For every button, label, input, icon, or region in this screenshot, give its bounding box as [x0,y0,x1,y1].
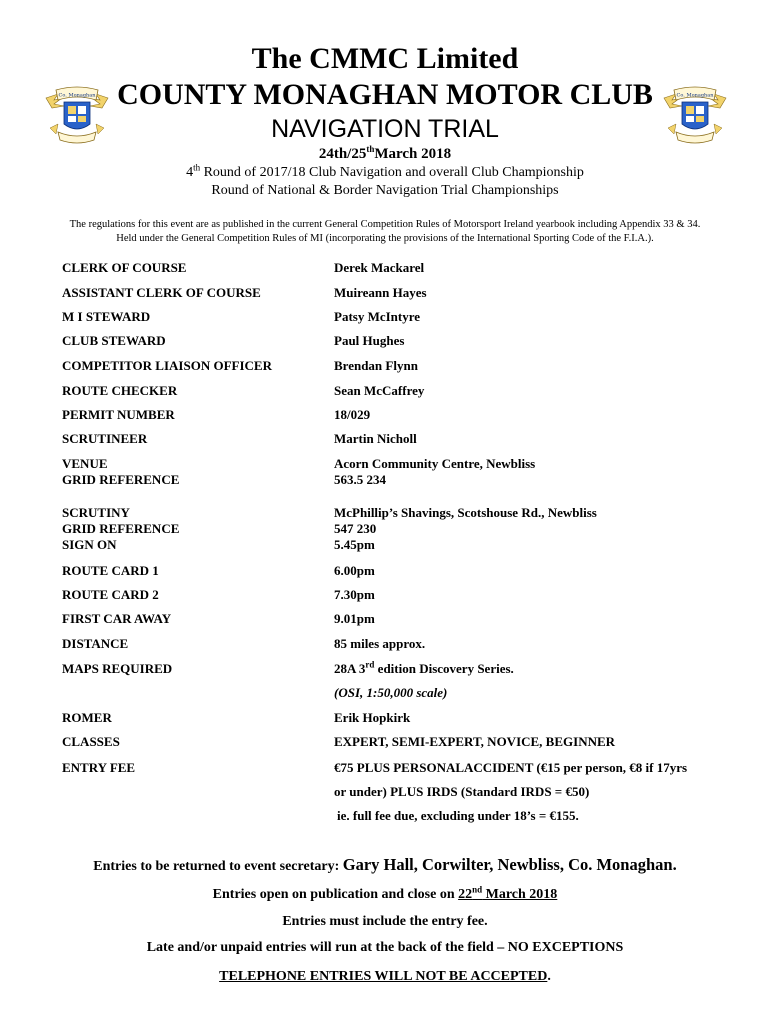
svg-text:Co. Monaghan: Co. Monaghan [676,92,714,99]
detail-label: SCRUTINY GRID REFERENCE SIGN ON [62,505,180,552]
regulations-text: The regulations for this event are as published in the current General Competition Rules of Motorsport Ireland yearbook including Appendix 33 & 34. Held under the General Competition Rules of MI (incorporating the provisions of the International Sporting Code of the F.I.A.). [69,219,701,244]
detail-label: CLUB STEWARD [62,333,166,348]
telephone-entries-note: TELEPHONE ENTRIES WILL NOT BE ACCEPTED. [219,969,551,984]
closing-date: 22nd March 2018 [458,884,558,902]
detail-value: 9.01pm [334,611,375,626]
entries-open-note: Entries open on publication and close on 22nd March 2018 [212,884,558,902]
detail-value: Muireann Hayes [334,285,427,300]
detail-label: COMPETITOR LIAISON OFFICER [62,358,272,373]
entries-return-note: Entries to be returned to event secretary: Gary Hall, Corwilter, Newbliss, Co. Monaghan. [93,855,677,874]
entry-fee-line-1: €75 PLUS PERSONALACCIDENT (€15 per person, €8 if 17yrs [334,760,688,775]
title-event: NAVIGATION TRIAL [271,115,499,143]
entry-fee-line-2: or under) PLUS IRDS (Standard IRDS = €50) [334,784,590,799]
detail-value: Acorn Community Centre, Newbliss 563.5 234 [334,456,536,487]
title-club: COUNTY MONAGHAN MOTOR CLUB [117,78,653,111]
svg-text:Co. Monaghan: Co. Monaghan [58,92,96,99]
detail-label: SCRUTINEER [62,431,148,446]
detail-value: Sean McCaffrey [334,383,425,398]
late-entries-note: Late and/or unpaid entries will run at the back of the field – NO EXCEPTIONS [146,940,624,955]
detail-label: ROMER [62,710,112,725]
detail-label: ENTRY FEE [62,760,136,775]
detail-label: ROUTE CARD 1 [62,563,159,578]
championship-round-national: Round of National & Border Navigation Trial Championships [211,183,559,198]
detail-value: Brendan Flynn [334,358,418,373]
entry-fee-note: Entries must include the entry fee. [282,914,488,929]
detail-value: 6.00pm [334,563,375,578]
detail-label: CLASSES [62,734,120,749]
detail-value: Derek Mackarel [334,260,425,275]
detail-value: Patsy McIntyre [334,309,421,324]
detail-label: MAPS REQUIRED [62,661,173,676]
title-company: The CMMC Limited [251,42,519,75]
detail-label: CLERK OF COURSE [62,260,187,275]
detail-label: FIRST CAR AWAY [62,611,172,626]
detail-value: Erik Hopkirk [334,710,411,725]
detail-value: McPhillip’s Shavings, Scotshouse Rd., Newbliss 547 230 5.45pm [334,505,597,552]
detail-label: M I STEWARD [62,309,151,324]
detail-value: Martin Nicholl [334,431,417,446]
detail-value: 18/029 [334,407,371,422]
detail-value: 7.30pm [334,587,375,602]
detail-label: ROUTE CARD 2 [62,587,159,602]
event-dates: 24th/25thMarch 2018 [318,144,452,162]
detail-label: VENUE GRID REFERENCE [62,456,180,487]
detail-value: 28A 3rd edition Discovery Series. [334,659,514,676]
event-secretary: Gary Hall, Corwilter, Newbliss, Co. Monaghan. [342,855,677,874]
detail-value: 85 miles approx. [334,636,426,651]
detail-value: Paul Hughes [334,333,405,348]
detail-value: EXPERT, SEMI-EXPERT, NOVICE, BEGINNER [334,734,616,749]
detail-label: ASSISTANT CLERK OF COURSE [62,285,261,300]
entry-fee-line-3: ie. full fee due, excluding under 18’s = €155. [337,808,579,823]
championship-round-club: 4th Round of 2017/18 Club Navigation and overall Club Championship [186,162,584,180]
detail-label: ROUTE CHECKER [62,383,178,398]
detail-label: DISTANCE [62,636,129,651]
detail-label: PERMIT NUMBER [62,407,175,422]
map-scale-note: (OSI, 1:50,000 scale) [334,685,448,700]
